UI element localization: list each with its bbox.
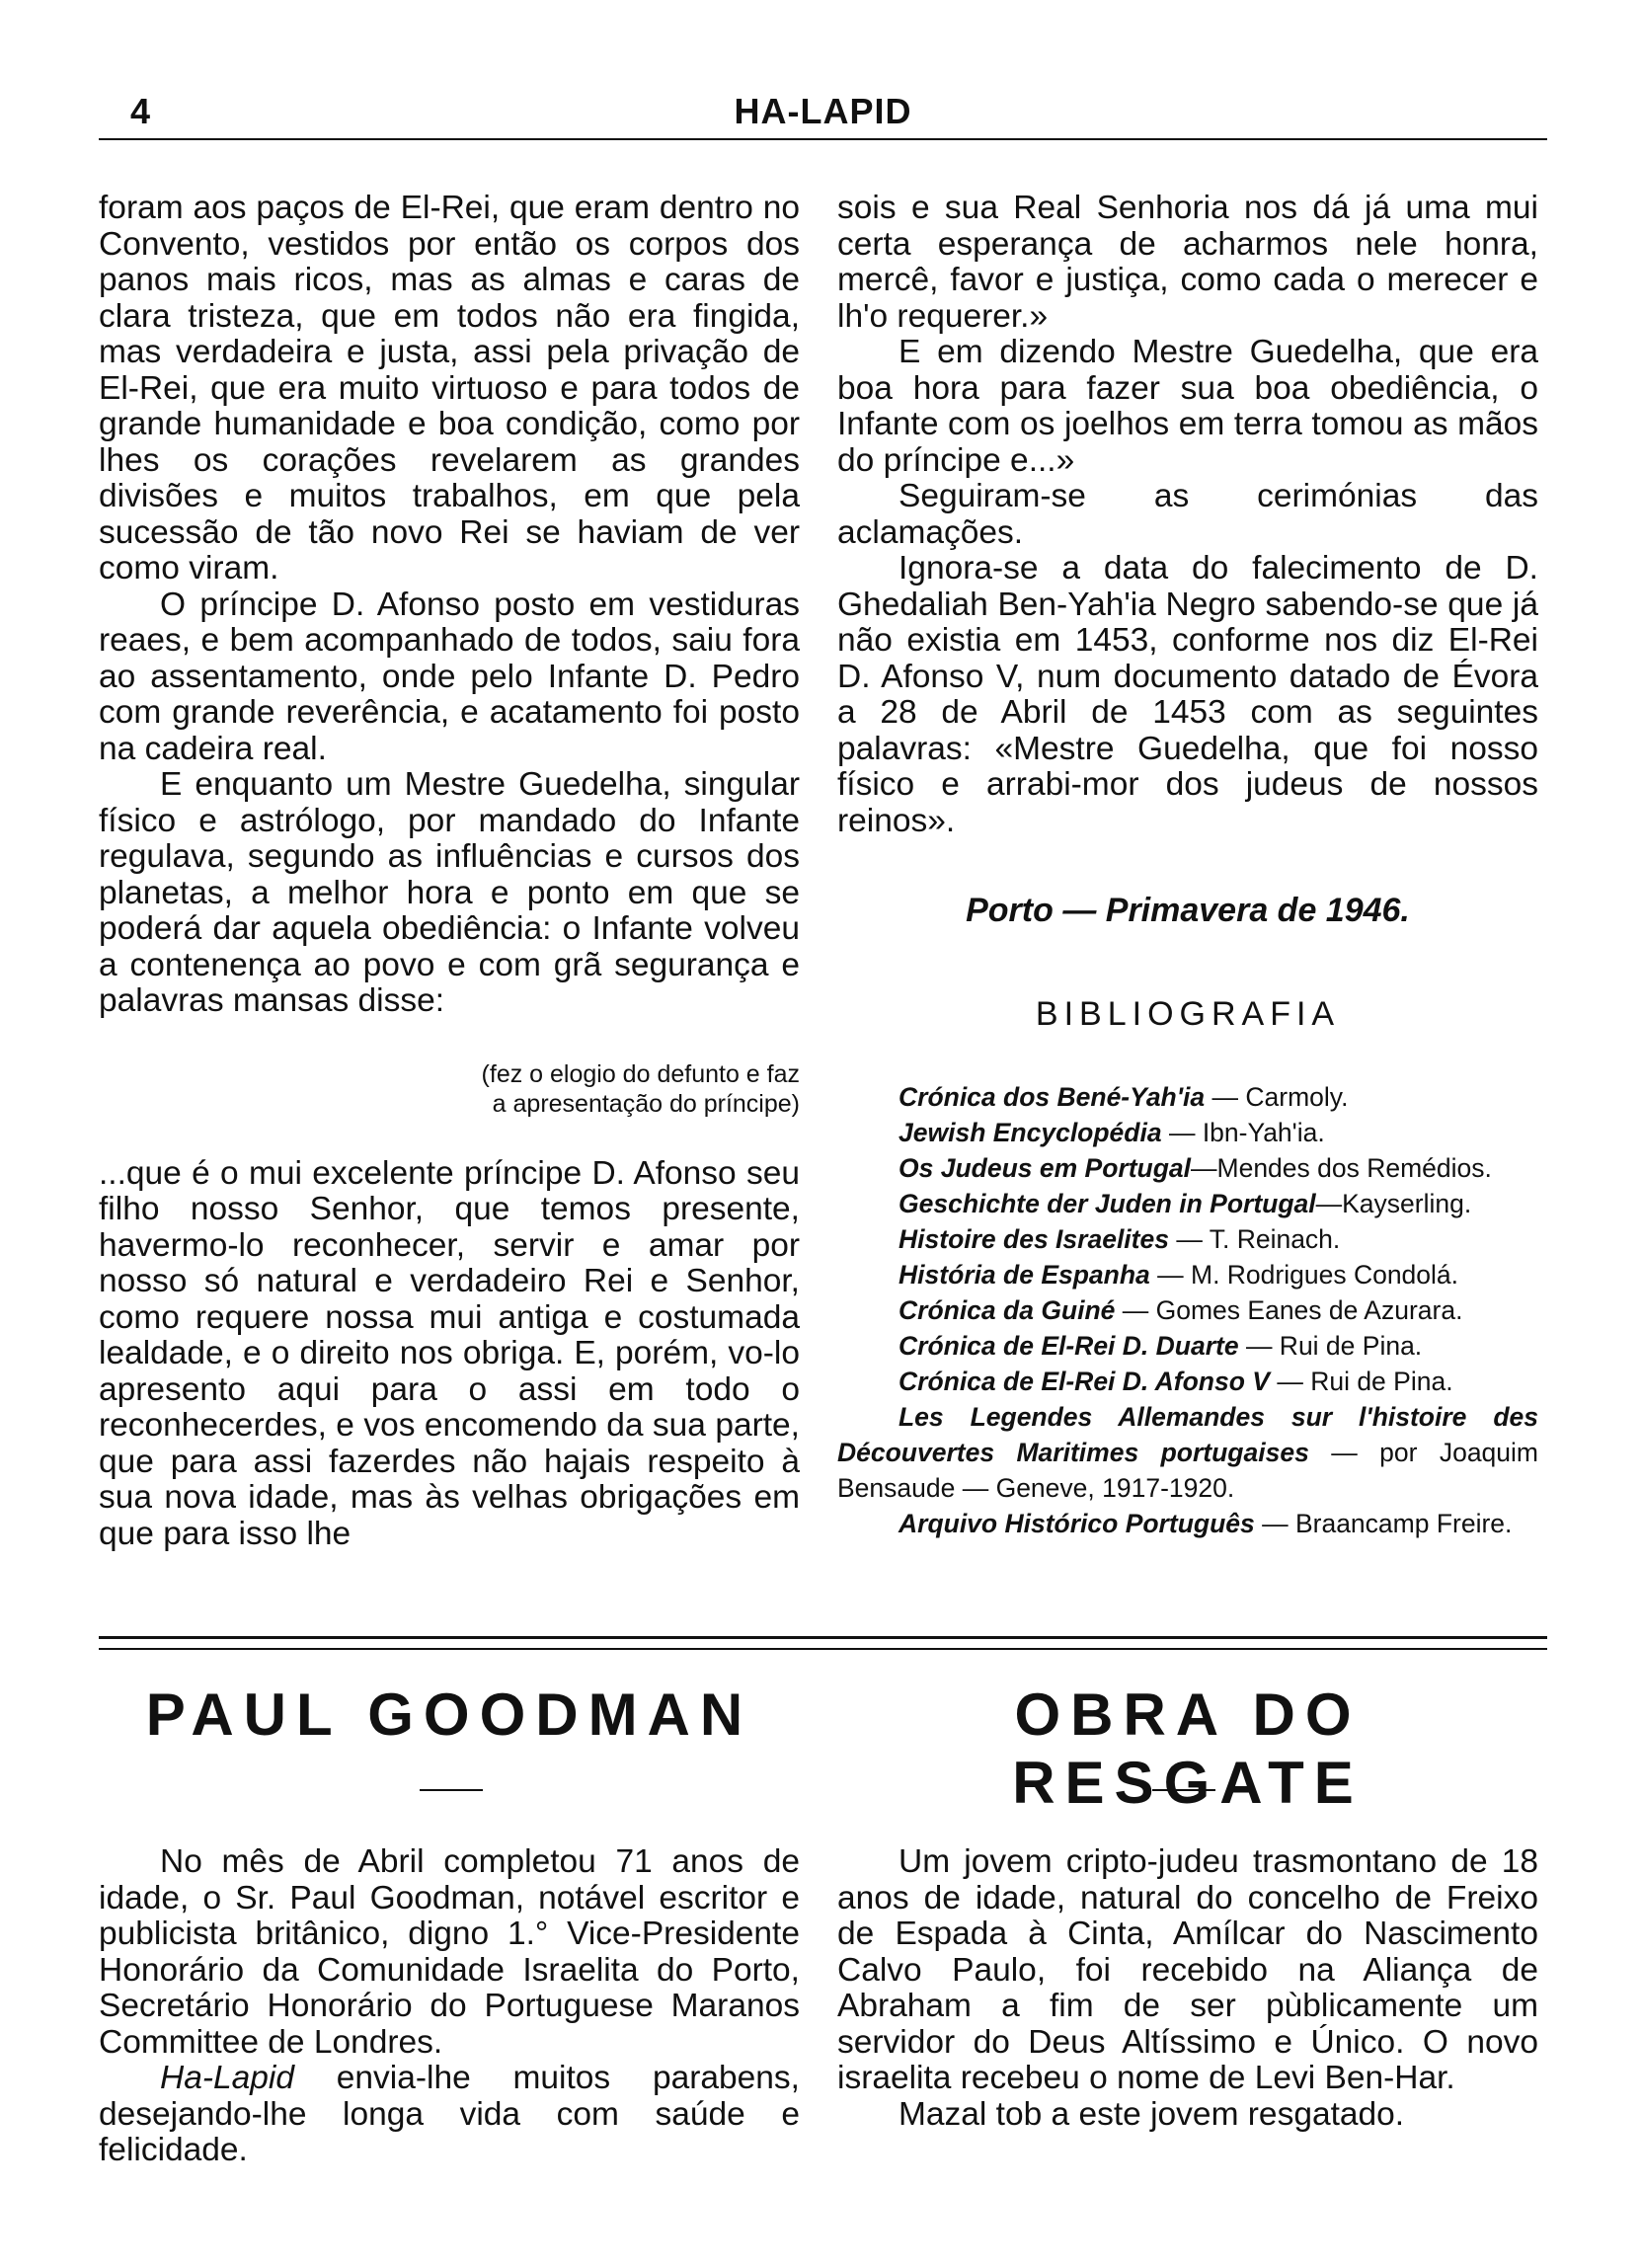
goodman-article (99, 1844, 800, 2169)
bibliography-item (837, 1115, 1538, 1150)
bibliography-item (837, 1221, 1538, 1257)
bibliography-author: — T. Reinach. (1168, 1224, 1341, 1254)
bibliography-item (837, 1186, 1538, 1221)
bibliography-item (837, 1150, 1538, 1186)
bibliography-author: — Ibn-Yah'ia. (1161, 1118, 1325, 1147)
bibliography-item (837, 1399, 1538, 1506)
bibliography-heading: BIBLIOGRAFIA (1035, 994, 1341, 1033)
paragraph: Seguiram-se as cerimónias das aclamações. (837, 478, 1538, 551)
resgate-article (837, 1844, 1538, 2133)
bibliography-title: Crónica de El-Rei D. Afonso V (899, 1367, 1270, 1396)
bibliography-title: Histoire des Israelites (899, 1224, 1169, 1254)
page-number: 4 (130, 91, 151, 131)
paragraph: E enquanto um Mestre Guedelha, singular físico e astrólogo, por mandado do Infante regulava, segundo as influências e cursos dos planetas, a melhor hora e ponto em que se poderá dar aquela obediência: o Infante volveu a contenença ao povo e com grã segurança e palavras mansas disse: (99, 766, 800, 1019)
paragraph: ...que é o mui excelente príncipe D. Afonso seu filho nosso Senhor, que temos presente, havermo-lo reconhecer, servir e amar por nosso só natural e verdadeiro Rei e Senhor, como requere nossa mui antiga e costumada lealdade, e o direito nos obriga. E, porém, vo-lo apresento aqui para o assi em todo o reconhecerdes, e vos encomendo da sua parte, que para assi fazerdes não hajais respeito à sua nova idade, mas às velhas obrigações em que para isso lhe (99, 1154, 800, 1552)
paragraph-text: envia-lhe muitos parabens, desejando-lhe longa vida com saúde e felicidade. (99, 2060, 800, 2168)
dateline: Porto — Primavera de 1946. (966, 892, 1410, 929)
bibliography-title: Jewish Encyclopédia (899, 1118, 1162, 1147)
publication-name: Ha-Lapid (160, 2060, 294, 2096)
bibliography-author: —Kayserling. (1315, 1189, 1472, 1218)
bibliography-item (837, 1328, 1538, 1364)
bibliography-author: —Mendes dos Remédios. (1191, 1153, 1492, 1183)
bibliography-author: — Rui de Pina. (1238, 1331, 1423, 1361)
bibliography-item (837, 1257, 1538, 1292)
paragraph: sois e sua Real Senhoria nos dá já uma mui certa esperança de acharmos nele honra, mercê, favor e justiça, como cada o merecer e lh'o requerer.» (837, 190, 1538, 335)
title-underline (420, 1789, 483, 1791)
page-header (99, 91, 1547, 140)
paragraph: Um jovem cripto-judeu trasmontano de 18 anos de idade, natural do concelho de Freixo de Espada à Cinta, Amílcar do Nascimento Calvo Paulo, foi recebido na Aliança de Abraham a fim de ser pùblicamente um servidor do Deus Altíssimo e Único. O novo israelita recebeu o nome de Levi Ben-Har. (837, 1843, 1538, 2096)
editorial-note (99, 1059, 800, 1119)
paragraph (99, 2061, 800, 2169)
paragraph: O príncipe D. Afonso posto em vestiduras reaes, e bem acompanhado de todos, saiu fora ao assentamento, onde pelo Infante D. Pedro com grande reverência, e acatamento foi posto na cadeira real. (99, 586, 800, 767)
note-line: a apresentação do príncipe) (492, 1089, 800, 1118)
bibliography-title: Les Legendes Allemandes sur l'histoire des Découvertes Maritimes portugaises (837, 1402, 1538, 1467)
bibliography-author: — Gomes Eanes de Azurara. (1115, 1295, 1463, 1325)
note-line: (fez o elogio do defunto e faz (481, 1059, 800, 1088)
right-column (837, 191, 1538, 1541)
bibliography-item (837, 1079, 1538, 1115)
bibliography-author: — Carmoly. (1205, 1082, 1349, 1112)
bibliography-list (837, 1079, 1538, 1541)
bibliography-author: — M. Rodrigues Condolá. (1149, 1260, 1459, 1290)
bibliography-item (837, 1292, 1538, 1328)
left-column (99, 191, 800, 1552)
bibliography-title: História de Espanha (899, 1260, 1150, 1290)
running-title: HA-LAPID (734, 91, 912, 131)
section-title-resgate: OBRA DO RESGATE (1012, 1681, 1364, 1816)
bibliography-author: — Rui de Pina. (1269, 1367, 1453, 1396)
paragraph: Ignora-se a data do falecimento de D. Ghedaliah Ben-Yah'ia Negro sabendo-se que já não existia em 1453, conforme nos diz El-Rei D. Afonso V, num documento datado de Évora a 28 de Abril de 1453 com as seguintes palavras: «Mestre Guedelha, que foi nosso físico e arrabi-mor dos judeus de nossos reinos». (837, 550, 1538, 839)
bibliography-title: Os Judeus em Portugal (899, 1153, 1191, 1183)
bibliography-title: Crónica da Guiné (899, 1295, 1116, 1325)
section-divider (99, 1636, 1547, 1650)
bibliography-title: Arquivo Histórico Português (899, 1509, 1255, 1538)
bibliography-author: — Braancamp Freire. (1254, 1509, 1513, 1538)
paragraph: foram aos paços de El-Rei, que eram dentro no Convento, vestidos por então os corpos dos panos mais ricos, mas as almas e caras de clara tristeza, que em todos não era fingida, mas verdadeira e justa, assi pela privação de El-Rei, que era muito virtuoso e para todos de grande humanidade e boa condição, como por lhes os corações revelarem as grandes divisões e muitos trabalhos, em que pela sucessão de tão novo Rei se haviam de ver como viram. (99, 190, 800, 587)
title-underline (1152, 1789, 1215, 1791)
paragraph: Mazal tob a este jovem resgatado. (899, 2095, 1405, 2133)
paragraph: No mês de Abril completou 71 anos de idade, o Sr. Paul Goodman, notável escritor e publicista britânico, digno 1.° Vice-Presidente Honorário da Comunidade Israelita do Porto, Secretário Honorário do Portuguese Maranos Committee de Londres. (99, 1843, 800, 2061)
bibliography-title: Crónica dos Bené-Yah'ia (899, 1082, 1206, 1112)
bibliography-title: Geschichte der Juden in Portugal (899, 1189, 1316, 1218)
bibliography-author: — por Joaquim Bensaude — Geneve, 1917-1920. (837, 1438, 1538, 1503)
bibliography-item (837, 1506, 1538, 1541)
section-title-goodman: PAUL GOODMAN (145, 1681, 753, 1748)
bibliography-title: Crónica de El-Rei D. Duarte (899, 1331, 1239, 1361)
bibliography-item (837, 1364, 1538, 1399)
paragraph: E em dizendo Mestre Guedelha, que era boa hora para fazer sua boa obediência, o Infante com os joelhos em terra tomou as mãos do príncipe e...» (837, 334, 1538, 479)
